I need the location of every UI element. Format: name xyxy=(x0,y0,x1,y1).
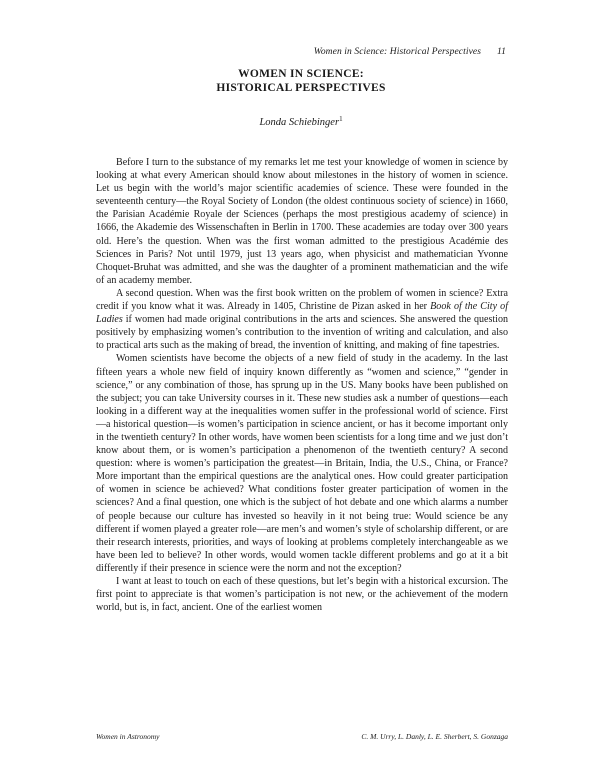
running-head xyxy=(96,47,506,57)
title-line-1: WOMEN IN SCIENCE: xyxy=(238,68,364,80)
paragraph-1: Before I turn to the substance of my remarks let me test your knowledge of women in science by looking at what every American should know about milestones in the history of women in science. Let us begin with the world’s major scientific academies of science. These were founded in the seventeenth century—the Royal Society of London (the oldest continuous society of science) in 1660, the Parisian Académie Royale der Sciences (perhaps the most prestigious academy of science) in 1666, the Akademie des Wissenschaften in Berlin in 1700. These academies are today over 300 years old. Here’s the question. When was the first woman admitted to the prestigious Académie des Sciences in Paris? Not until 1979, just 13 years ago, when physicist and mathematician Yvonne Choquet-Bruhat was admitted, and she was the daughter of a prominent mathematician and the wife of an academy member. xyxy=(96,157,508,286)
body-text xyxy=(96,156,508,614)
footer-right: C. M. Urry, L. Danly, L. E. Sherbert, S. Gonzaga xyxy=(361,732,508,741)
paper-title xyxy=(96,67,506,95)
book-title: Book of the City of Ladies xyxy=(96,301,508,326)
running-head-title: Women in Science: Historical Perspectives xyxy=(313,47,481,57)
author-line xyxy=(96,115,506,128)
paragraph-2-start: A second question. When was the first book written on the problem of women in science? Extra credit if you know what it was. Already in 1405, Christine de Pizan asked in her xyxy=(96,287,508,313)
paragraph-4: I want at least to touch on each of these questions, but let’s begin with a historical excursion. The first point to appreciate is that women’s participation is not new, or the achievement of the modern world, but is, in fact, ancient. One of the earliest women xyxy=(96,576,508,614)
page-number: 11 xyxy=(497,47,506,57)
title-line-2: HISTORICAL PERSPECTIVES xyxy=(216,82,386,94)
paragraph-2-end: if women had made original contributions in the arts and sciences. She answered the question positively by emphasizing women’s contribution to the invention of writing and calculation, and also to practical arts such as the making of bread, the invention of knitting, and making of fine tapestries. xyxy=(96,314,508,352)
footer-left: Women in Astronomy xyxy=(96,732,160,741)
author-footnote-mark: 1 xyxy=(339,115,343,123)
author-name: Londa Schiebinger xyxy=(259,117,340,128)
paragraph-2 xyxy=(96,287,508,352)
paragraph-3: Women scientists have become the objects of a new field of study in the academy. In the last fifteen years a whole new field of inquiry known differently as “women and science,” “gender in science,” or any combination of those, has sprung up in the US. Many books have been published on the subject; you can take University courses in it. These new studies ask a number of questions—each looking in a different way at the inequalities women suffer in the professional world of science. First—a historical question—is women’s participation in science ancient, or has it become important only in the twentieth century? In other words, have women been scientists for a long time and we just don’t know about them, or is women’s participation a phenomenon of the twentieth century? A second question: where is women’s participation the greatest—in Britain, India, the U.S., China, or France? More important than the empirical questions are the analytical ones. How could greater participation of women in science be achieved? What conditions foster greater participation of women in the sciences? And a final question, one which is the subject of hot debate and one which alarms a number of people because our culture has invested so heavily in it not being true: Would science be any different if women played a greater role—are men’s and women’s style of scholarship different, or are their research interests, priorities, and ways of looking at problems completely interchangeable as we have been led to believe? In other words, would women tackle different problems and go at it a bit differently if their presence in science were the norm and not the exception? xyxy=(96,353,508,574)
page-footer xyxy=(96,732,508,741)
